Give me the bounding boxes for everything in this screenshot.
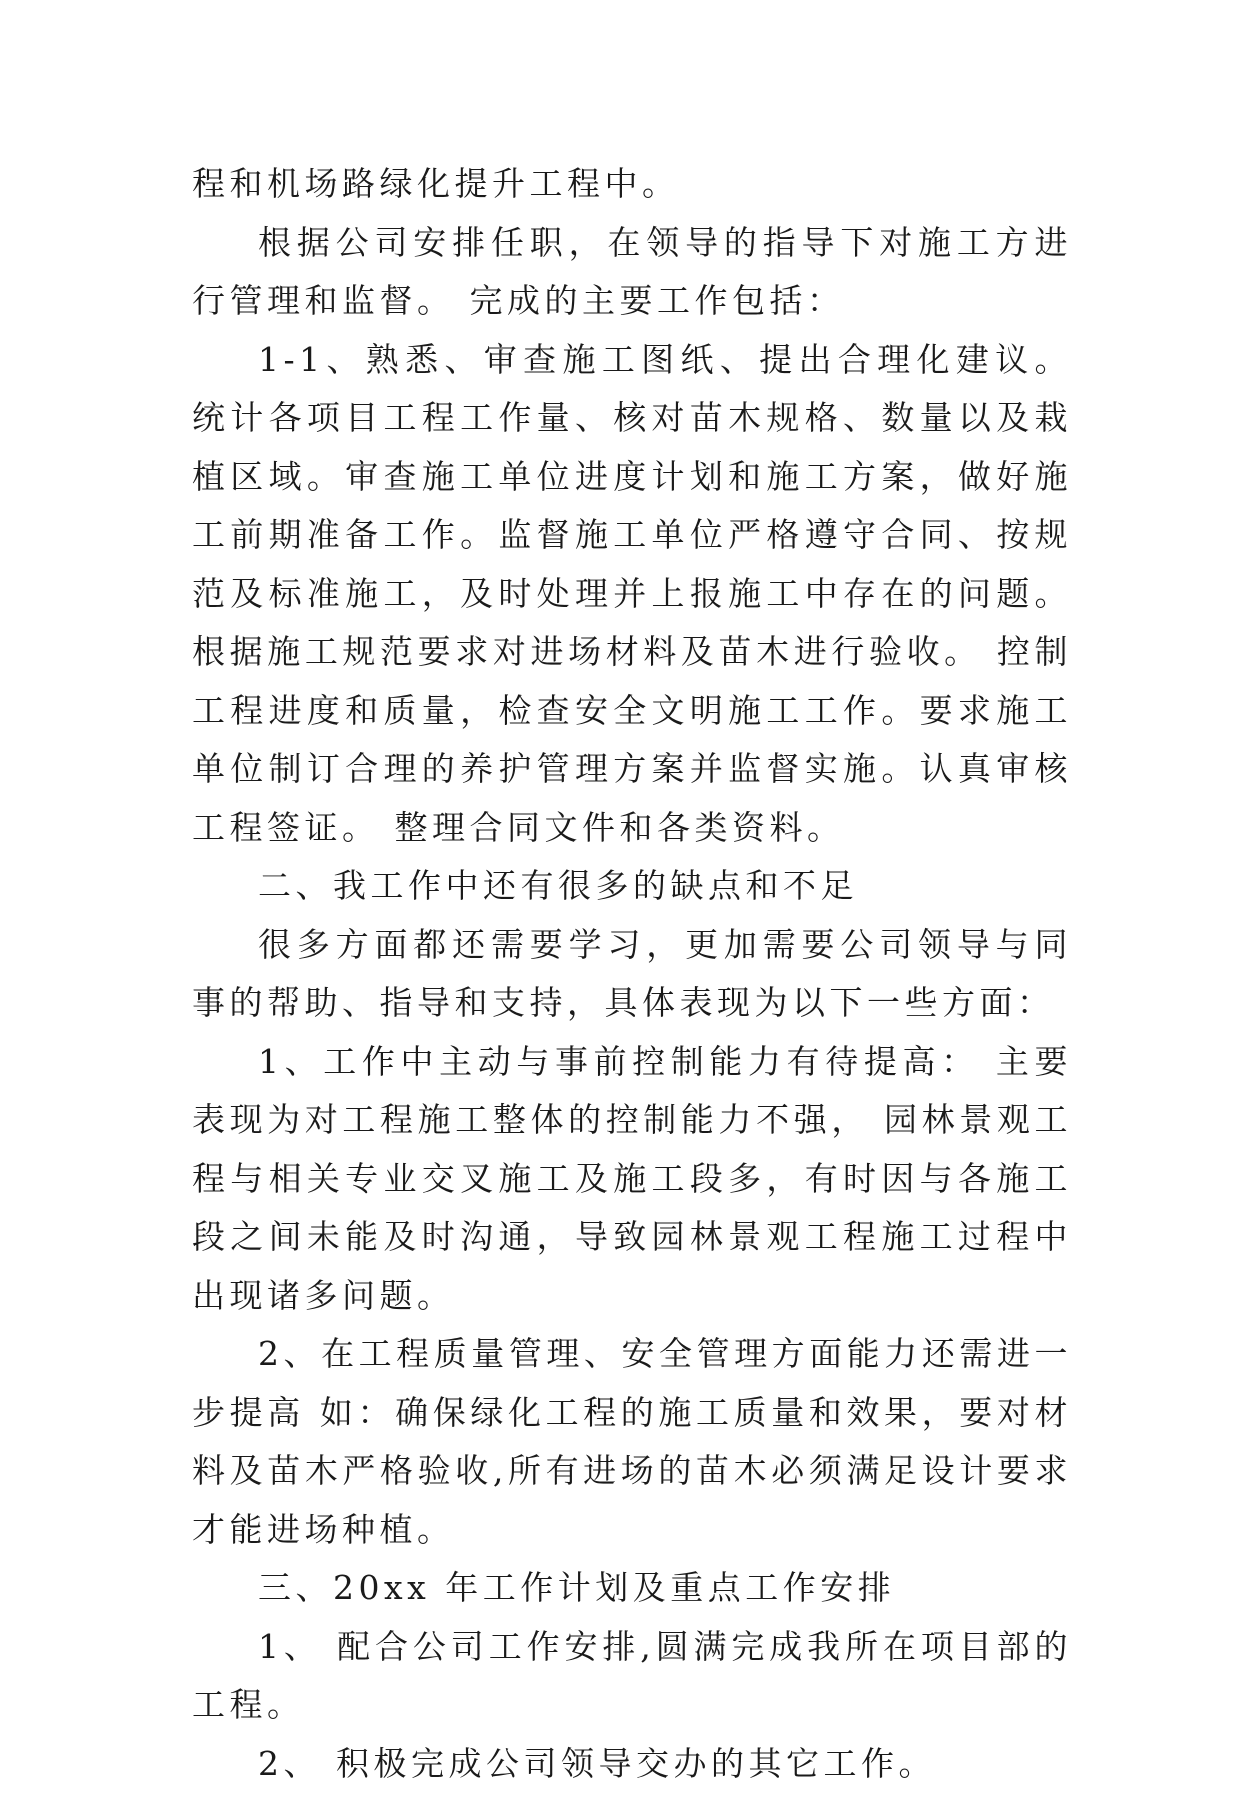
section-heading-shortcomings: 二、我工作中还有很多的缺点和不足 <box>192 857 1072 916</box>
paragraph-plan-1: 1、 配合公司工作安排,圆满完成我所在项目部的工程。 <box>192 1618 1072 1735</box>
paragraph-plan-2: 2、 积极完成公司领导交办的其它工作。 <box>192 1735 1072 1793</box>
document-body <box>192 155 1072 1793</box>
paragraph-appointment: 根据公司安排任职，在领导的指导下对施工方进行管理和监督。 完成的主要工作包括： <box>192 214 1072 331</box>
paragraph-shortcoming-2: 2、在工程质量管理、安全管理方面能力还需进一步提高 如：确保绿化工程的施工质量和效果，要对材料及苗木严格验收,所有进场的苗木必须满足设计要求才能进场种植。 <box>192 1325 1072 1559</box>
paragraph-continuation: 程和机场路绿化提升工程中。 <box>192 155 1072 214</box>
paragraph-main-duties: 1-1、熟悉、审查施工图纸、提出合理化建议。 统计各项目工程工作量、核对苗木规格、数量以及栽植区域。审查施工单位进度计划和施工方案，做好施工前期准备工作。监督施工单位严格遵守合同、按规范及标准施工，及时处理并上报施工中存在的问题。根据施工规范要求对进场材料及苗木进行验收。 控制工程进度和质量，检查安全文明施工工作。要求施工单位制订合理的养护管理方案并监督实施。认真审核工程签证。 整理合同文件和各类资料。 <box>192 331 1072 858</box>
paragraph-shortcomings-intro: 很多方面都还需要学习，更加需要公司领导与同事的帮助、指导和支持，具体表现为以下一些方面： <box>192 916 1072 1033</box>
section-heading-work-plan: 三、20xx 年工作计划及重点工作安排 <box>192 1559 1072 1618</box>
paragraph-shortcoming-1: 1、工作中主动与事前控制能力有待提高： 主要表现为对工程施工整体的控制能力不强， 园林景观工程与相关专业交叉施工及施工段多，有时因与各施工段之间未能及时沟通，导致园林景观工程施工过程中出现诸多问题。 <box>192 1033 1072 1326</box>
